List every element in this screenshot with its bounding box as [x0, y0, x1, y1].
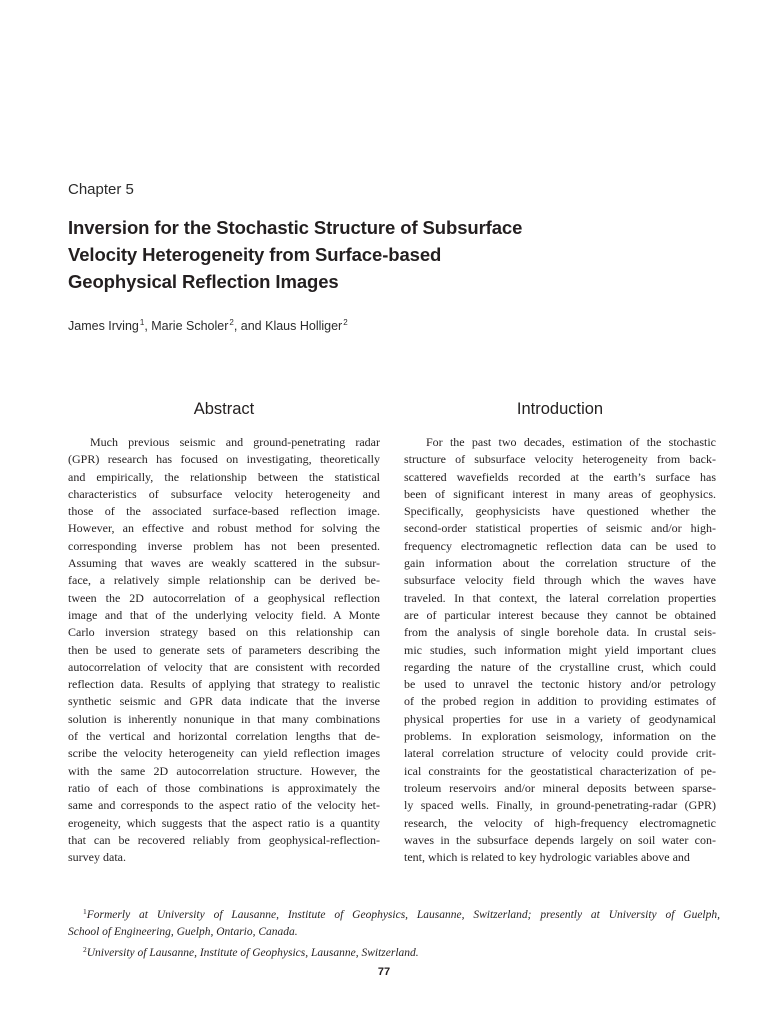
author-list [68, 318, 348, 333]
text-line: second-order statistical properties of seismic and/or high- [404, 521, 716, 536]
text-line: with the same 2D autocorrelation structure. However, the [68, 763, 380, 778]
text-line: Specifically, geophysicists have questioned whether the [404, 504, 716, 519]
text-line: For the past two decades, estimation of the stochastic [426, 435, 716, 449]
text-line: solution is inherently nonunique in that many combinations [68, 711, 380, 726]
author-name: , Marie Scholer [144, 319, 229, 333]
text-line: physical properties for use in a variety of geodynamical [404, 711, 716, 726]
text-line: of the probed region in addition to providing estimates of [404, 694, 716, 709]
text-line: (GPR) research has focused on investigating, theoretically [68, 452, 380, 467]
text-line: survey data. [68, 850, 126, 865]
text-line: scattered wavefields recorded at the earth’s surface has [404, 469, 716, 484]
footnote-mark: 1 [83, 907, 87, 916]
text-line: subsurface velocity field through which the waves have [404, 573, 716, 588]
text-line: research, the velocity of high-frequency electromagnetic [404, 815, 716, 830]
text-line: regarding the nature of the crystalline crust, which could [404, 659, 716, 674]
text-line: erogeneity, which suggests that the aspect ratio is a quantity [68, 815, 380, 830]
text-line: that can be recovered reliably from geophysical-reflection- [68, 832, 380, 847]
text-line: ratio of each of those combinations is approximately the [68, 780, 380, 795]
text-line: frequency electromagnetic reflection data can be used to [404, 538, 716, 553]
footnote-1 [68, 903, 720, 924]
text-line: Carlo inversion strategy based on this relationship can [68, 625, 380, 640]
affiliation-mark: 2 [229, 318, 234, 327]
text-line: same and corresponds to the aspect ratio of the velocity het- [68, 798, 380, 813]
affiliation-mark: 1 [139, 318, 145, 327]
abstract-column [68, 398, 380, 866]
text-line: autocorrelation of velocity that are consistent with recorded [68, 659, 380, 674]
text-line: image and that of the underlying velocity field. A Monte [68, 607, 380, 622]
text-line: Assuming that waves are weakly scattered in the subsur- [68, 556, 380, 571]
text-line: those of the associated surface-based reflection image. [68, 504, 380, 519]
text-line: lateral correlation structure of velocity could provide crit- [404, 746, 716, 761]
text-line: of the vertical and horizontal correlation lengths that de- [68, 729, 380, 744]
text-line: are of particular interest because they cannot be obtained [404, 607, 716, 622]
text-line: synthetic seismic and GPR data indicate that the inverse [68, 694, 380, 709]
text-line: characteristics of subsurface velocity heterogeneity and [68, 486, 380, 501]
text-line: However, an effective and robust method for solving the [68, 521, 380, 536]
text-line: reflection data. Results of applying that strategy to realistic [68, 677, 380, 692]
footnote-text: Formerly at University of Lausanne, Institute of Geophysics, Lausanne, Switzerland; presently at University of Guelph, [86, 909, 720, 921]
introduction-heading: Introduction [516, 400, 604, 418]
introduction-column [404, 398, 716, 866]
text-line: traveled. In that context, the lateral correlation properties [404, 590, 716, 605]
text-line: face, a relatively simple relationship can be derived be- [68, 573, 380, 588]
footnote-1-continued: School of Engineering, Guelph, Ontario, Canada. [68, 926, 298, 938]
text-line: ly spaced wells. Finally, in ground-penetrating-radar (GPR) [404, 798, 716, 813]
footnote-mark: 2 [83, 945, 87, 954]
text-line: troleum reservoirs and/or mineral deposits between sparse- [404, 780, 716, 795]
chapter-label: Chapter 5 [68, 181, 134, 198]
introduction-paragraph [404, 434, 716, 866]
text-line: and empirically, the relationship between the statistical [68, 469, 380, 484]
text-line: been of significant interest in many areas of geophysics. [404, 486, 716, 501]
title-line: Geophysical Reflection Images [68, 271, 339, 292]
abstract-heading: Abstract [193, 400, 255, 418]
text-line: scribe the velocity heterogeneity can yield reflection images [68, 746, 380, 761]
text-line: from the analysis of single borehole data. In crustal seis- [404, 625, 716, 640]
footnote-text: University of Lausanne, Institute of Geophysics, Lausanne, Switzerland. [86, 947, 419, 959]
text-line: then be used to generate sets of parameters describing the [68, 642, 380, 657]
text-line: tent, which is related to key hydrologic variables above and [404, 850, 690, 865]
text-line: waves in the subsurface depends largely on soil water con- [404, 832, 716, 847]
text-line: Much previous seismic and ground-penetrating radar [90, 435, 380, 449]
text-line: tween the 2D autocorrelation of a geophysical reflection [68, 590, 380, 605]
text-line: mic studies, such information might yield important clues [404, 642, 716, 657]
abstract-paragraph [68, 434, 380, 866]
text-line: structure of subsurface velocity heterogeneity from back- [404, 452, 716, 467]
title-line: Inversion for the Stochastic Structure of Subsurface [68, 217, 523, 238]
text-line: problems. In exploration seismology, information on the [404, 729, 716, 744]
chapter-title [68, 214, 628, 295]
footnotes [68, 903, 720, 962]
text-line: be used to unravel the tectonic history and/or petrology [404, 677, 716, 692]
affiliation-mark: 2 [343, 318, 348, 327]
author-name: , and Klaus Holliger [233, 319, 343, 333]
text-line: ical constraints for the geostatistical characterization of pe- [404, 763, 716, 778]
page-number: 77 [377, 966, 391, 978]
text-line: corresponding inverse problem has not been presented. [68, 538, 380, 553]
footnote-2 [68, 941, 720, 962]
text-line: gain information about the correlation structure of the [404, 556, 716, 571]
title-line: Velocity Heterogeneity from Surface-based [68, 244, 442, 265]
author-name: James Irving [68, 319, 139, 333]
